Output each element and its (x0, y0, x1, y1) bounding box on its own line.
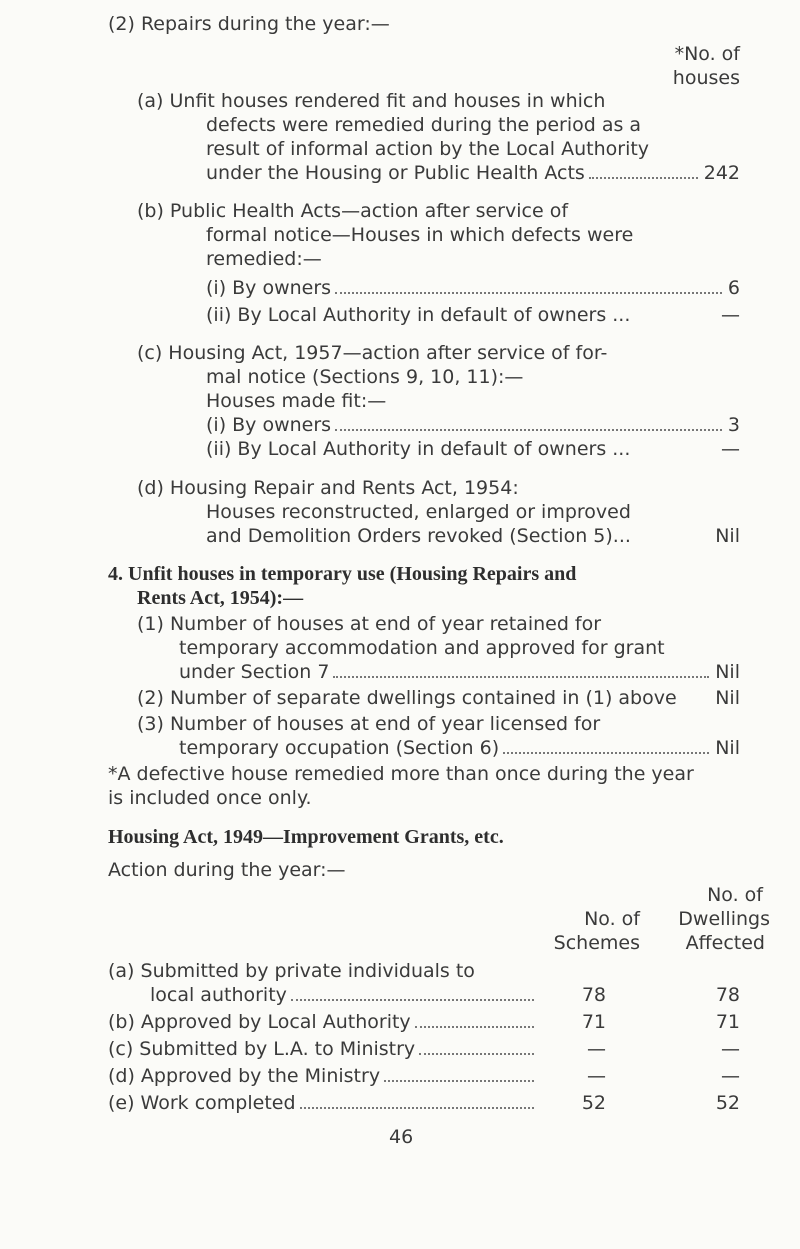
grants-row-b (108, 1010, 540, 1034)
grants-row-d (108, 1064, 540, 1088)
grants-row-b-schemes: 71 (581, 1011, 606, 1033)
grants-subheading: Action during the year:— (108, 859, 346, 881)
footnote-line-2: is included once only. (108, 787, 312, 809)
item-d-value: Nil (715, 525, 740, 547)
grants-row-d-dwellings: — (721, 1065, 740, 1087)
item-b-ii-label: (ii) By Local Authority in default of owners ... (206, 304, 631, 326)
col-schemes-header-2: Schemes (553, 932, 640, 954)
item-4-1-label: under Section 7 (179, 661, 330, 683)
grants-row-c-schemes: — (587, 1038, 606, 1060)
grants-row-a-schemes: 78 (581, 984, 606, 1006)
grants-row-d-schemes: — (587, 1065, 606, 1087)
item-c-ii-value: — (721, 438, 740, 460)
item-c-line-2: mal notice (Sections 9, 10, 11):— (206, 366, 524, 388)
item-d-label: and Demolition Orders revoked (Section 5)... (206, 525, 631, 547)
item-a-value: 242 (703, 162, 740, 184)
item-b-i-label: (i) By owners (206, 277, 332, 299)
col-schemes-header-1: No. of (584, 908, 640, 930)
item-c-line-1: (c) Housing Act, 1957—action after service of for- (137, 342, 608, 364)
col-dwellings-header-2: Dwellings (678, 908, 770, 930)
item-b-line-2: formal notice—Houses in which defects were (206, 224, 634, 246)
item-a-line-2: defects were remedied during the period as a (206, 114, 642, 136)
item-b-i-value: 6 (727, 277, 740, 299)
item-d-line-2: Houses reconstructed, enlarged or improved (206, 501, 631, 523)
item-4-2-value: Nil (715, 687, 740, 709)
grants-row-d-label: (d) Approved by the Ministry (108, 1065, 381, 1087)
grants-row-b-label: (b) Approved by Local Authority (108, 1011, 411, 1033)
col-dwellings-header-1: No. of (707, 884, 763, 906)
col-dwellings-header-3: Affected (685, 932, 765, 954)
item-a-line-3: result of informal action by the Local Authority (206, 138, 650, 160)
item-b-ii-value: — (721, 304, 740, 326)
item-c-i-label: (i) By owners (206, 414, 332, 436)
item-b-i-row (206, 276, 740, 300)
grants-row-c (108, 1037, 540, 1061)
page-number: 46 (389, 1126, 414, 1148)
item-4-1-line-1: (1) Number of houses at end of year retained for (137, 613, 602, 635)
grants-heading: Housing Act, 1949—Improvement Grants, etc. (108, 826, 504, 848)
item-4-1-line-2: temporary accommodation and approved for grant (179, 637, 665, 659)
col-header-no-of: *No. of (674, 43, 740, 65)
item-4-1-value: Nil (715, 661, 740, 683)
grants-row-c-dwellings: — (721, 1038, 740, 1060)
col-header-houses: houses (672, 67, 740, 89)
item-4-1-row (179, 660, 740, 684)
grants-row-a (150, 983, 540, 1007)
grants-row-e-label: (e) Work completed (108, 1092, 296, 1114)
grants-row-a-label: local authority (150, 984, 287, 1006)
section-4-heading-line-2: Rents Act, 1954):— (137, 587, 304, 609)
item-a-row (206, 161, 740, 185)
grants-row-e-schemes: 52 (581, 1092, 606, 1114)
grants-row-e-dwellings: 52 (715, 1092, 740, 1114)
item-4-2-label: (2) Number of separate dwellings contained in (1) above (137, 687, 677, 709)
grants-row-a-line-1: (a) Submitted by private individuals to (108, 960, 475, 982)
grants-row-b-dwellings: 71 (715, 1011, 740, 1033)
item-b-line-3: remedied:— (206, 248, 322, 270)
section-4-heading-line-1: 4. Unfit houses in temporary use (Housing Repairs and (108, 563, 577, 585)
item-4-3-line-1: (3) Number of houses at end of year licensed for (137, 713, 601, 735)
item-a-line-1: (a) Unfit houses rendered fit and houses in which (137, 90, 606, 112)
item-4-3-label: temporary occupation (Section 6) (179, 737, 500, 759)
footnote-line-1: *A defective house remedied more than once during the year (108, 763, 694, 785)
section-heading-repairs: (2) Repairs during the year:— (108, 13, 390, 35)
item-a-label: under the Housing or Public Health Acts (206, 162, 585, 184)
item-4-3-row (179, 736, 740, 760)
item-c-line-3: Houses made fit:— (206, 390, 387, 412)
grants-row-c-label: (c) Submitted by L.A. to Ministry (108, 1038, 416, 1060)
item-d-line-1: (d) Housing Repair and Rents Act, 1954: (137, 477, 519, 499)
item-c-i-value: 3 (727, 414, 740, 436)
item-4-3-value: Nil (715, 737, 740, 759)
grants-row-a-dwellings: 78 (715, 984, 740, 1006)
grants-row-e (108, 1091, 540, 1115)
item-b-line-1: (b) Public Health Acts—action after service of (137, 200, 569, 222)
item-c-ii-label: (ii) By Local Authority in default of owners ... (206, 438, 631, 460)
item-c-i-row (206, 413, 740, 437)
